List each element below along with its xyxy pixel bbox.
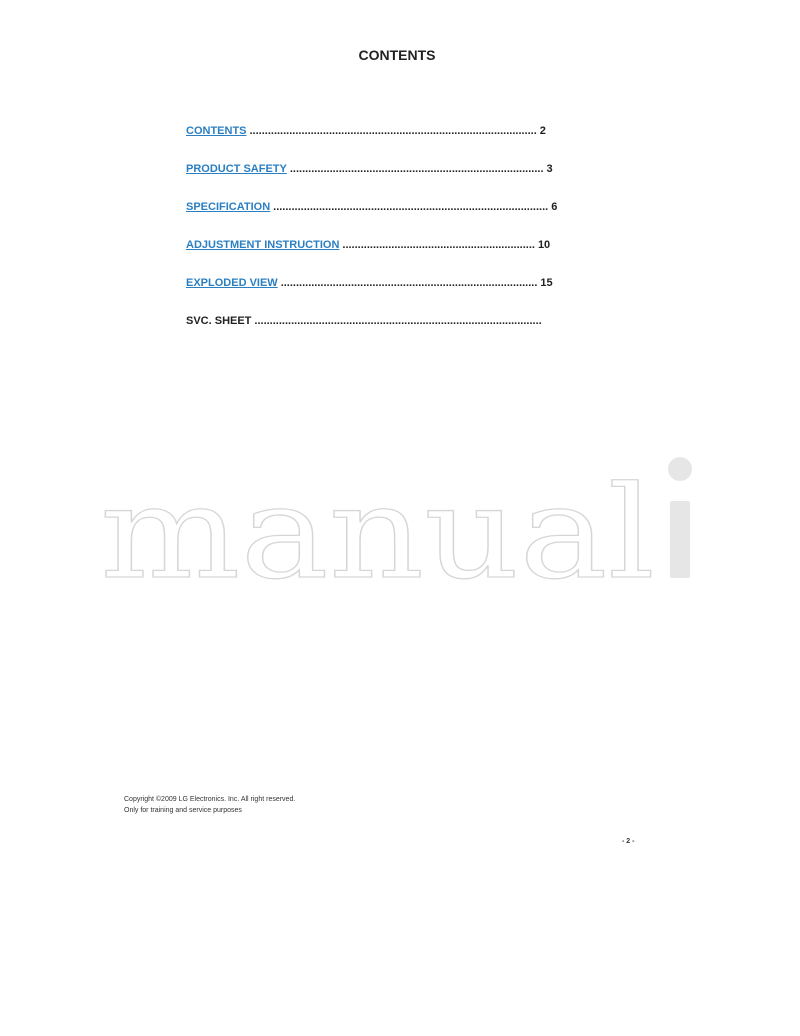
toc-page-number: 2 <box>539 125 546 137</box>
toc-link-contents[interactable]: CONTENTS <box>186 125 247 137</box>
watermark-i-dot <box>668 457 692 481</box>
toc-row-svc-sheet <box>186 315 586 353</box>
toc-row-specification[interactable] <box>186 201 586 239</box>
toc-leader: .......................................................................................... <box>273 201 549 213</box>
toc-row-adjustment-instruction[interactable] <box>186 239 586 277</box>
table-of-contents <box>186 125 586 353</box>
toc-page-number: 15 <box>540 277 553 289</box>
toc-link-exploded-view[interactable]: EXPLODED VIEW <box>186 277 278 289</box>
toc-leader: ................................................................................... <box>289 163 544 175</box>
toc-leader: .................................................................................... <box>280 277 538 289</box>
toc-label-svc-sheet: SVC. SHEET <box>186 315 252 327</box>
toc-link-specification[interactable]: SPECIFICATION <box>186 201 271 213</box>
footer-note: Only for training and service purposes <box>124 807 242 814</box>
toc-row-product-safety[interactable] <box>186 163 586 201</box>
toc-leader: .............................................................................................. <box>249 125 537 137</box>
watermark-text: manual <box>100 459 655 600</box>
toc-row-contents[interactable] <box>186 125 586 163</box>
watermark-i-stem <box>670 501 690 578</box>
toc-leader: ............................................................... <box>342 239 535 251</box>
footer-copyright: Copyright ©2009 LG Electronics. Inc. All right reserved. <box>124 796 296 803</box>
footer <box>124 794 295 816</box>
page-title: CONTENTS <box>358 47 436 63</box>
toc-row-exploded-view[interactable] <box>186 277 586 315</box>
toc-leader: .............................................................................................. <box>254 315 542 327</box>
page-number: - 2 - <box>622 838 635 845</box>
toc-page-number: 6 <box>551 201 558 213</box>
toc-link-product-safety[interactable]: PRODUCT SAFETY <box>186 163 287 175</box>
toc-link-adjustment-instruction[interactable]: ADJUSTMENT INSTRUCTION <box>186 239 340 251</box>
manualslib-watermark-logo <box>100 440 700 600</box>
toc-page-number: 3 <box>546 163 553 175</box>
toc-page-number: 10 <box>537 239 551 251</box>
